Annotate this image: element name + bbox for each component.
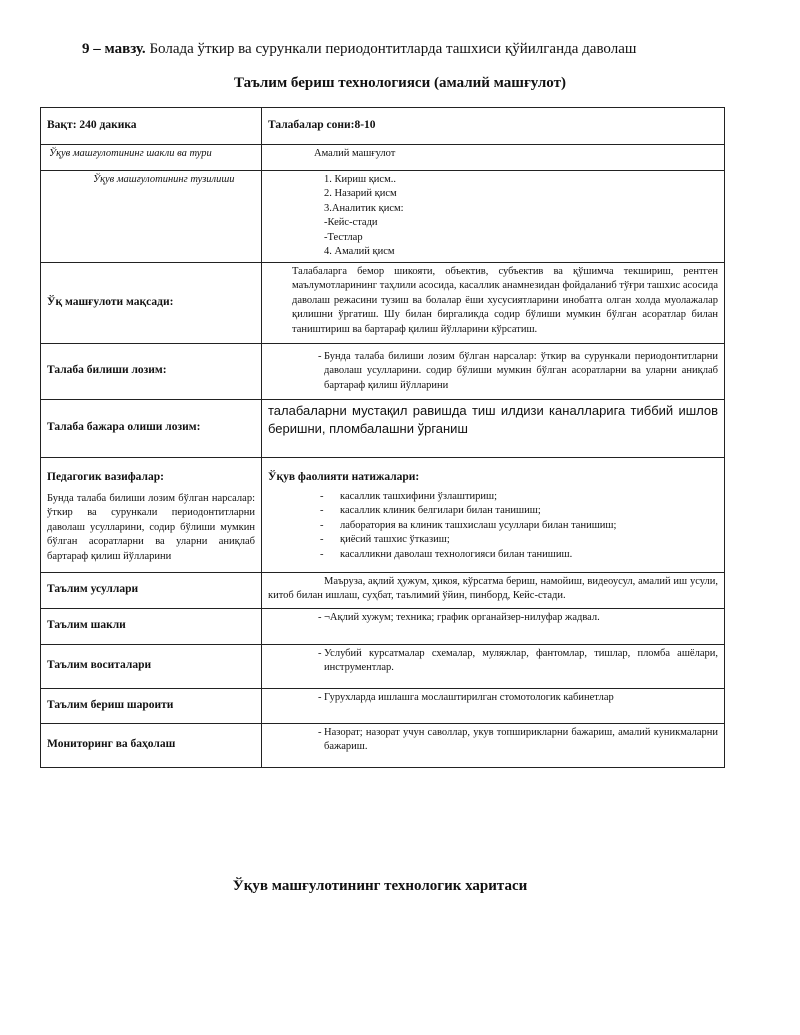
do-text: талабаларни мустақил равишда тиш илдизи каналларига тиббий ишлов беришни, пломбалашни ўрганиш	[262, 399, 725, 457]
results-item: - лаборатория ва клиник ташхислаш усуллари билан танишиш;	[268, 519, 718, 533]
structure-label: Ўқув машғулотининг тузилиши	[41, 171, 262, 263]
forms-cell	[262, 608, 725, 644]
mon-text: - Назорат; назорат учун саволлар, укув топширикларни бажариш, амалий куникмаларни бажариш.	[268, 726, 718, 755]
cond-label: Таълим бериш шароити	[41, 688, 262, 723]
table-row	[41, 688, 725, 723]
know-cell	[262, 343, 725, 399]
technology-map-title: Ўқув машғулотининг технологик харитаси	[232, 878, 528, 894]
results-item: - касалликни даволаш технологияси билан танишиш.	[268, 548, 718, 562]
table-row	[41, 572, 725, 608]
structure-item: -Кейс-стади	[324, 217, 378, 229]
means-text: - Услубий курсатмалар схемалар, муляжлар, фантомлар, тишлар, пломба ашёлари, инструментлар.	[268, 647, 718, 676]
methods-text: Маъруза, ақлий ҳужум, ҳикоя, кўрсатма бериш, намойиш, видеоусул, амалий иш усули, китоб билан ишлаш, суҳбат, таълимий ўйин, пинборд, Кейс-стади.	[262, 572, 725, 608]
results-item: - касаллик клиник белгилари билан танишиш;	[268, 504, 718, 518]
topic-heading	[82, 41, 636, 58]
structure-item: 4. Амалий қисм	[324, 246, 395, 258]
goal-text: Талабаларга бемор шикояти, объектив, субъектив ва қўшимча текшириш, рентген маълумотларининг таҳлили асосида, касаллик анамнезидан фойдаланиб тўғри ташхис асосида даволаш режасини тузиш ва болалар ёши хусусиятларини инобатга олган холда муолажалар қилишни ўргатиш. Шу билан биргаликда содир бўлиши мумкин бўлган асоратлар билан таништириш ва бартараф қилиш йўлларини кўрсатиш.	[262, 262, 725, 343]
table-row	[41, 457, 725, 572]
ped-cell	[41, 457, 262, 572]
know-text: - Бунда талаба билиши лозим бўлган нарсалар: ўткир ва сурункали периодонтитларни даволаш усулларини. содир бўлиши мумкин бўлган асоратларни ва уларни аниқлаб бартараф қилиш йўлларини	[268, 350, 718, 393]
form-label: Ўқув машғулотининг шакли ва тури	[41, 145, 262, 171]
table-row	[41, 343, 725, 399]
goal-label: Ўқ машғулоти мақсади:	[41, 262, 262, 343]
results-item: - касаллик ташхифини ўзлаштириш;	[268, 490, 718, 504]
forms-text: - ¬Ақлий хужум; техника; график органайзер-нилуфар жадвал.	[268, 611, 718, 625]
table-row	[41, 723, 725, 767]
table-row	[41, 171, 725, 263]
know-label: Талаба билиши лозим:	[41, 343, 262, 399]
table-row	[41, 262, 725, 343]
topic-number: 9 – мавзу.	[82, 41, 146, 57]
ped-label: Педагогик вазифалар:	[47, 470, 164, 483]
lesson-plan-table	[40, 107, 725, 768]
time-cell: Вақт: 240 дакика	[41, 108, 262, 145]
table-row	[41, 399, 725, 457]
topic-text: Болада ўткир ва сурункали периодонтитларда ташхиси қўйилганда даволаш	[145, 41, 637, 57]
table-row	[41, 608, 725, 644]
table-row	[41, 108, 725, 145]
document-subtitle: Таълим бериш технологияси (амалий машғулот)	[234, 75, 566, 91]
means-label: Таълим воситалари	[41, 644, 262, 688]
means-cell	[262, 644, 725, 688]
structure-item: 2. Назарий қисм	[324, 188, 397, 200]
students-cell: Талабалар сони:8-10	[262, 108, 725, 145]
structure-list	[262, 171, 725, 263]
results-item: - қиёсий ташхис ўтказиш;	[268, 533, 718, 547]
results-label: Ўқув фаолияти натижалари:	[268, 470, 420, 483]
do-label: Талаба бажара олиши лозим:	[41, 399, 262, 457]
form-value: Амалий машғулот	[262, 145, 725, 171]
table-row	[41, 644, 725, 688]
structure-item: 1. Кириш қисм..	[324, 174, 396, 185]
cond-cell	[262, 688, 725, 723]
mon-label: Мониторинг ва баҳолаш	[41, 723, 262, 767]
forms-label: Таълим шакли	[41, 608, 262, 644]
structure-item: 3.Аналитик қисм:	[324, 202, 404, 214]
cond-text: - Гурухларда ишлашга мослаштирилган стомотологик кабинетлар	[268, 691, 718, 705]
ped-text: Бунда талаба билиши лозим бўлган нарсалар: ўткир ва сурункали периодонтитларни даволаш усулларини, содир бўлиши мумкин бўлган асоратларни ва уларни аниқлаб бартараф қилиш йўлларини	[47, 492, 255, 562]
methods-label: Таълим усуллари	[41, 572, 262, 608]
results-cell	[262, 457, 725, 572]
mon-cell	[262, 723, 725, 767]
structure-item: -Тестлар	[324, 231, 363, 243]
table-row	[41, 145, 725, 171]
